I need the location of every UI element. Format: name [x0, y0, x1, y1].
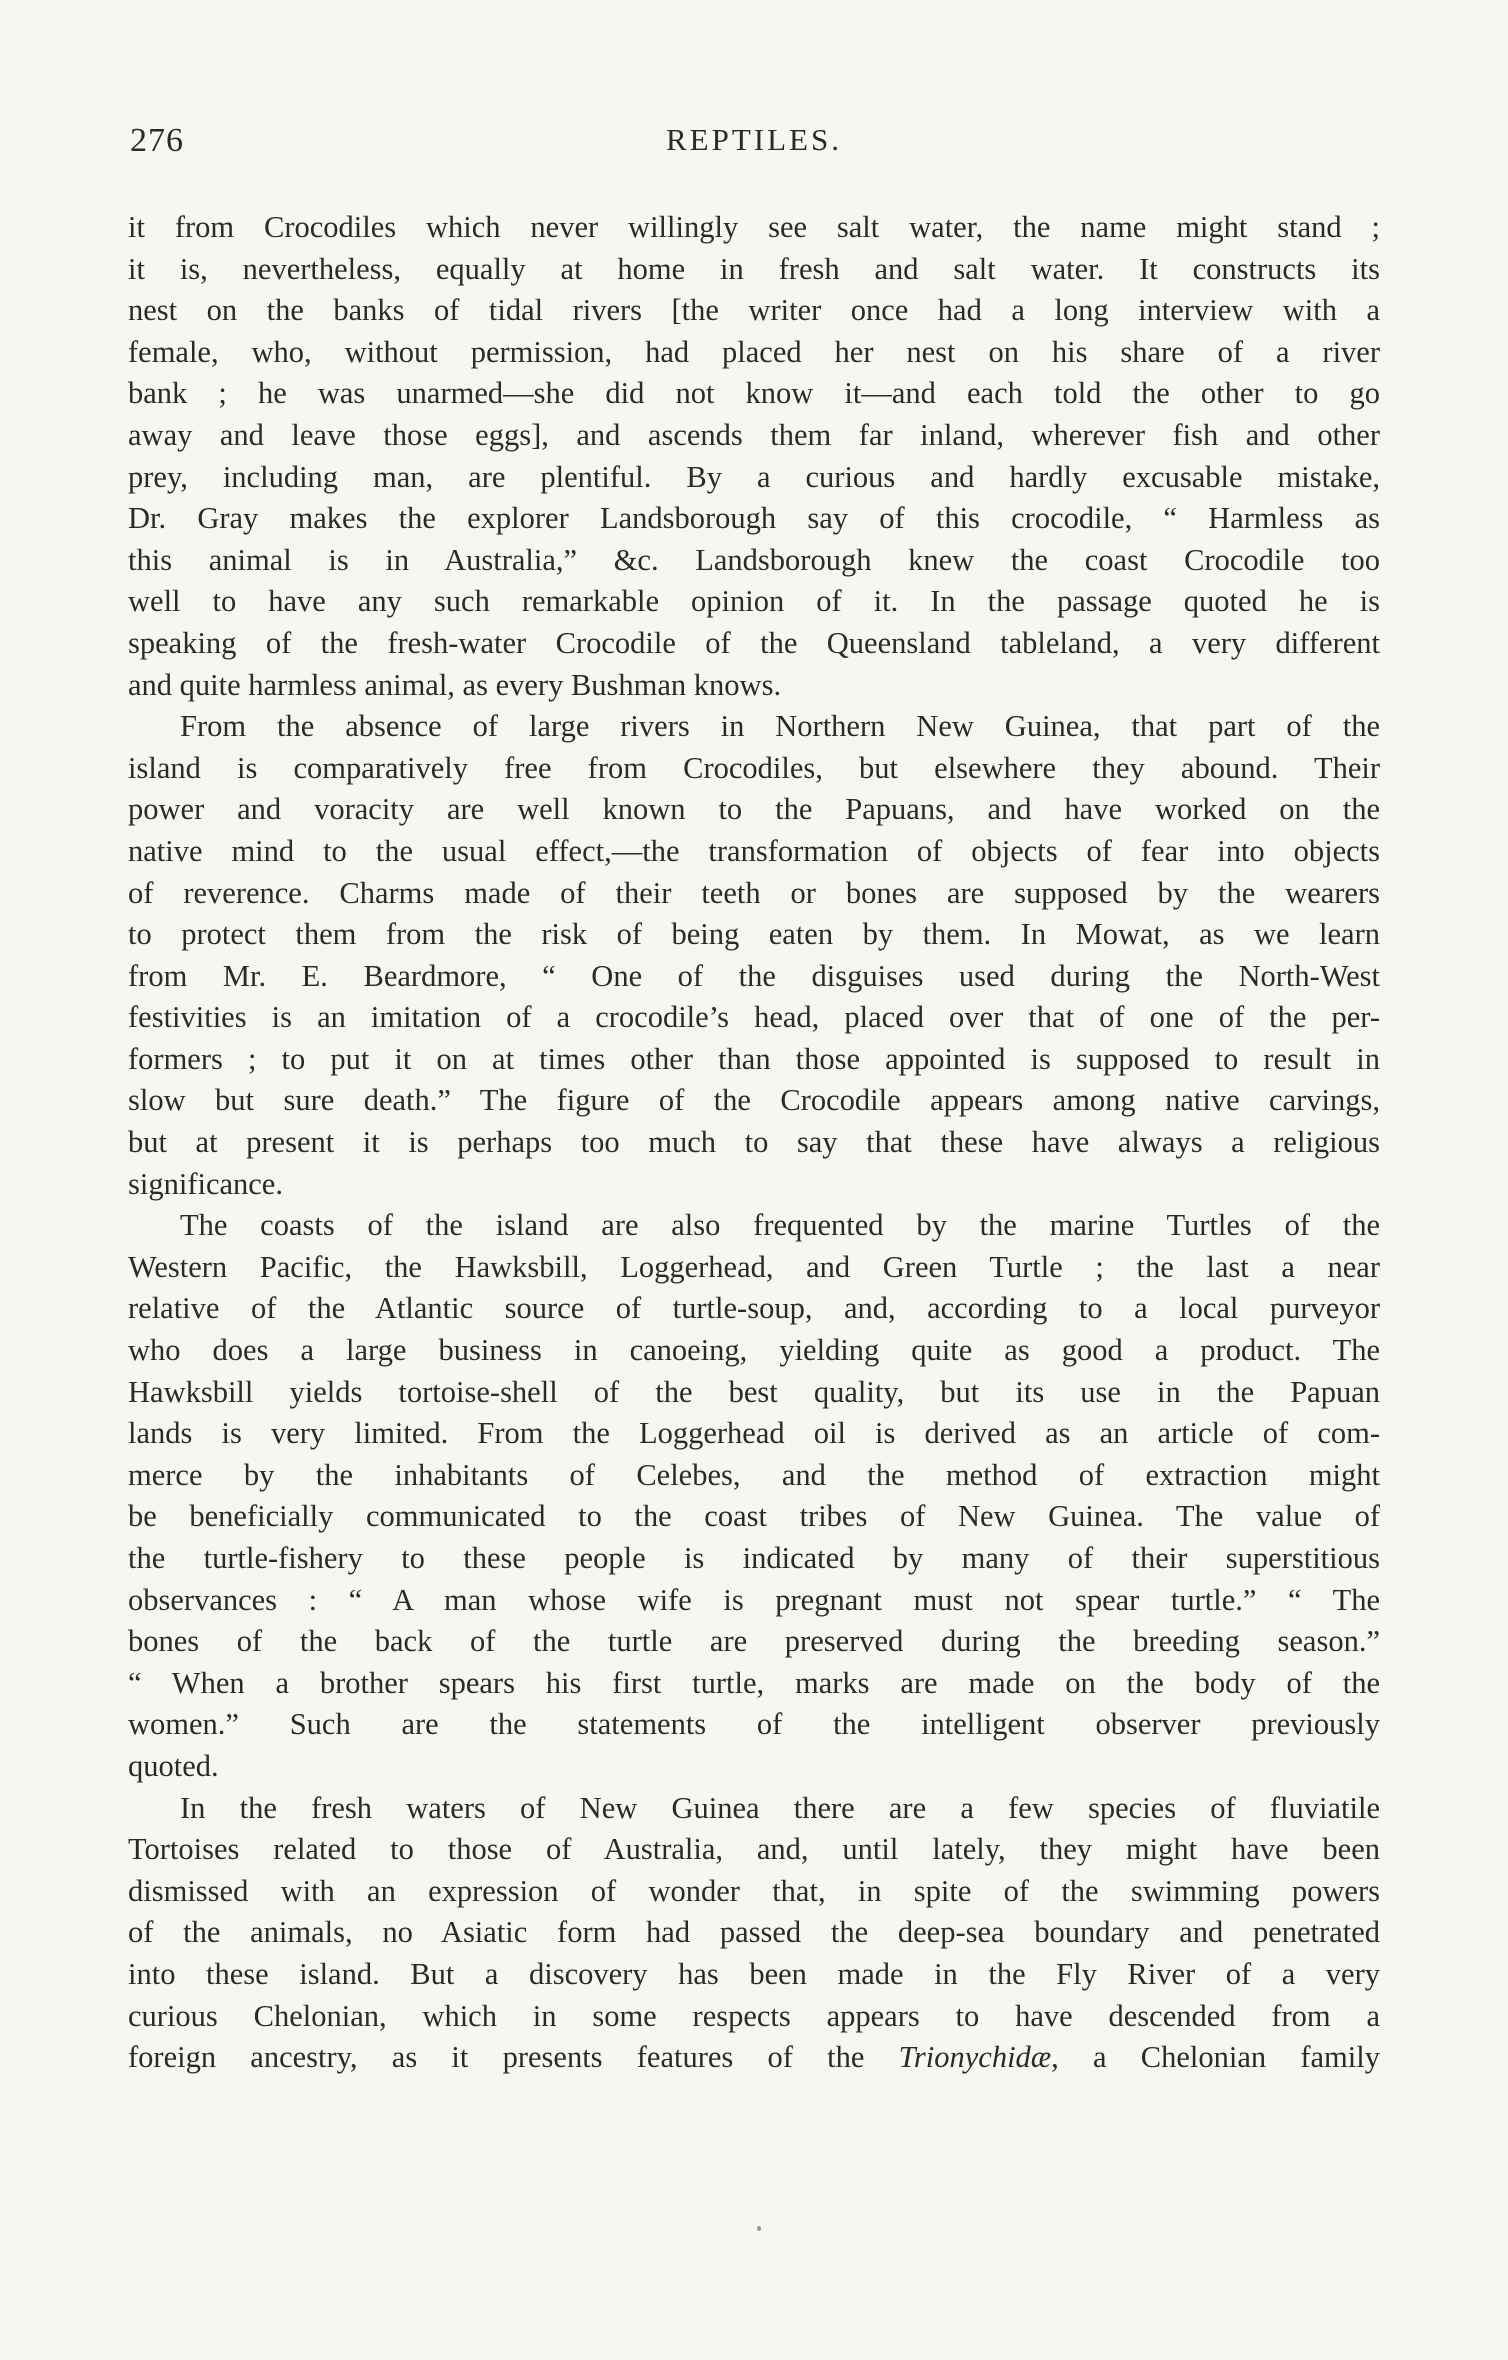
text-line: native mind to the usual effect,—the transformation of objects of fear into objects — [128, 833, 1380, 868]
text-line: festivities is an imitation of a crocodile’s head, placed over that of one of the per- — [128, 1000, 1380, 1035]
text-line: quoted. — [128, 1748, 219, 1783]
text-line: Western Pacific, the Hawksbill, Loggerhead, and Green Turtle ; the last a near — [128, 1249, 1380, 1284]
text-line: In the fresh waters of New Guinea there are a few species of fluviatile — [180, 1790, 1380, 1825]
text-line: Tortoises related to those of Australia, and, until lately, they might have been — [128, 1832, 1380, 1867]
text-line — [128, 2037, 1380, 2079]
text-line: be beneficially communicated to the coast tribes of New Guinea. The value of — [128, 1499, 1380, 1534]
body-text — [128, 207, 1380, 2079]
paper-speck — [757, 2226, 761, 2231]
text-line: island is comparatively free from Crocodiles, but elsewhere they abound. Their — [128, 750, 1380, 785]
text-line: into these island. But a discovery has been made in the Fly River of a very — [128, 1956, 1380, 1991]
text-line: female, who, without permission, had placed her nest on his share of a river — [128, 334, 1380, 369]
italic-taxon-name: Trionychidæ — [898, 2040, 1052, 2075]
text-line: well to have any such remarkable opinion of it. In the passage quoted he is — [128, 584, 1380, 619]
text-line: the turtle-fishery to these people is indicated by many of their superstitious — [128, 1541, 1380, 1575]
text-line: this animal is in Australia,” &c. Landsborough knew the coast Crocodile too — [128, 542, 1380, 577]
text-line: From the absence of large rivers in Northern New Guinea, that part of the — [180, 709, 1380, 744]
text-line: merce by the inhabitants of Celebes, and the method of extraction might — [128, 1457, 1380, 1492]
text-line: speaking of the fresh-water Crocodile of the Queensland tableland, a very different — [128, 625, 1380, 660]
text-line: who does a large business in canoeing, yielding quite as good a product. The — [128, 1333, 1380, 1368]
text-line: dismissed with an expression of wonder that, in spite of the swimming powers — [128, 1873, 1380, 1908]
text-line: formers ; to put it on at times other than those appointed is supposed to result in — [128, 1041, 1380, 1076]
text-line: power and voracity are well known to the Papuans, and have worked on the — [128, 792, 1380, 827]
text-line: Dr. Gray makes the explorer Landsborough say of this crocodile, “ Harmless as — [128, 501, 1380, 536]
text-line: of the animals, no Asiatic form had passed the deep-sea boundary and penetrated — [128, 1915, 1380, 1950]
text-line: prey, including man, are plentiful. By a curious and hardly excusable mistake, — [128, 459, 1380, 494]
text-line: of reverence. Charms made of their teeth or bones are supposed by the wearers — [128, 875, 1380, 910]
paragraph-marine-turtles — [128, 1205, 1380, 1787]
text-line: slow but sure death.” The figure of the Crocodile appears among native carvings, — [128, 1083, 1380, 1118]
text-line: “ When a brother spears his first turtle, marks are made on the body of the — [128, 1665, 1380, 1700]
running-title: REPTILES. — [666, 122, 842, 157]
text-line: Hawksbill yields tortoise-shell of the best quality, but its use in the Papuan — [128, 1374, 1380, 1409]
running-head — [128, 122, 1380, 166]
text-line: and quite harmless animal, as every Bushman knows. — [128, 667, 782, 702]
text-line: to protect them from the risk of being eaten by them. In Mowat, as we learn — [128, 917, 1380, 952]
text-line: observances : “ A man whose wife is pregnant must not spear turtle.” “ The — [128, 1582, 1380, 1617]
text-line: relative of the Atlantic source of turtle-soup, and, according to a local purveyor — [128, 1291, 1380, 1326]
page-number: 276 — [130, 122, 184, 159]
text-line: curious Chelonian, which in some respects appears to have descended from a — [128, 1998, 1380, 2033]
text-line: significance. — [128, 1166, 283, 1201]
text-line: nest on the banks of tidal rivers [the writer once had a long interview with a — [128, 293, 1380, 328]
text-line: away and leave those eggs], and ascends them far inland, wherever fish and other — [128, 417, 1380, 452]
text-line: bones of the back of the turtle are preserved during the breeding season.” — [128, 1624, 1380, 1659]
text-line: from Mr. E. Beardmore, “ One of the disguises used during the North-West — [128, 958, 1380, 993]
text-line: women.” Such are the statements of the intelligent observer previously — [128, 1707, 1380, 1742]
text-run: , a Chelonian family — [1051, 2040, 1380, 2075]
text-line: it from Crocodiles which never willingly see salt water, the name might stand ; — [128, 210, 1380, 244]
paragraph-crocodile-habitat — [128, 207, 1380, 706]
paragraph-crocodile-papuans — [128, 706, 1380, 1205]
text-line: bank ; he was unarmed—she did not know it—and each told the other to go — [128, 376, 1380, 411]
text-run: foreign ancestry, as it presents features of the — [128, 2040, 899, 2075]
text-line: but at present it is perhaps too much to say that these have always a religious — [128, 1125, 1380, 1160]
text-line: lands is very limited. From the Loggerhead oil is derived as an article of com- — [128, 1416, 1380, 1451]
text-line: it is, nevertheless, equally at home in fresh and salt water. It constructs its — [128, 251, 1380, 286]
paragraph-fresh-water-tortoises — [128, 1788, 1380, 2079]
text-line: The coasts of the island are also frequented by the marine Turtles of the — [180, 1208, 1380, 1243]
